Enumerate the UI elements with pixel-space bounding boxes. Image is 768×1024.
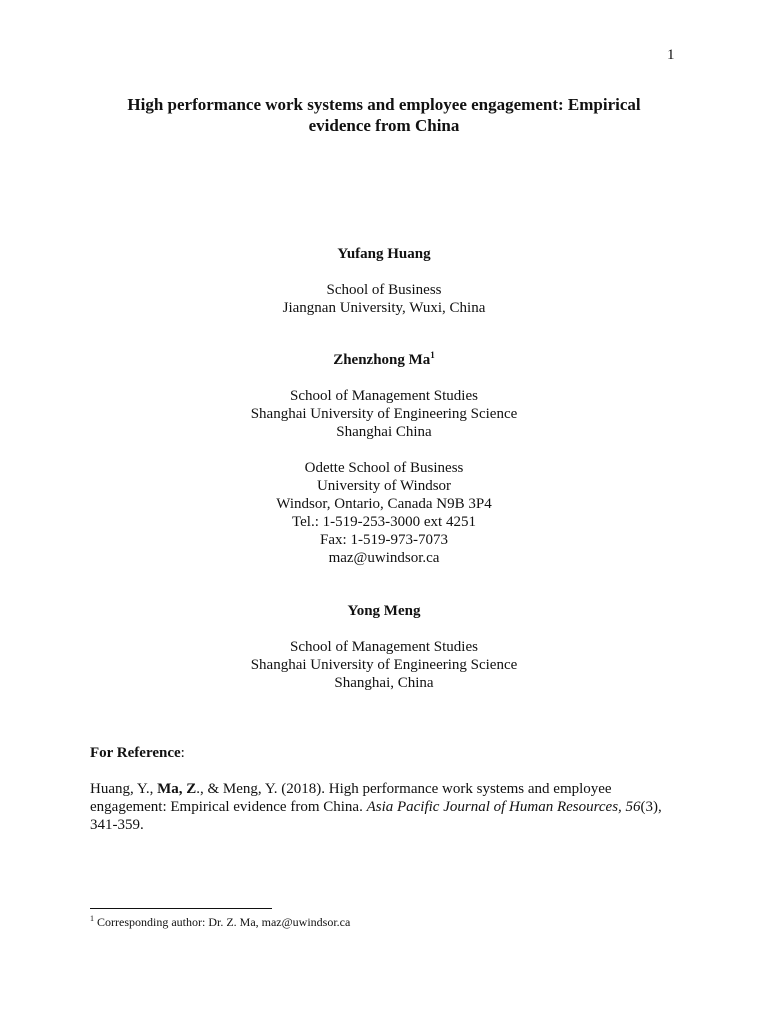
affiliation-line: Tel.: 1-519-253-3000 ext 4251 (292, 514, 476, 530)
citation-body: ., & Meng, Y. (2018). High performance work systems and employee engagement: Empirical evidence from China. (90, 781, 612, 815)
affiliation-line: School of Business (326, 282, 442, 298)
reference-heading (90, 744, 680, 762)
citation-authors-pre: Huang, Y., (90, 781, 158, 797)
affiliation-line: School of Management Studies (290, 639, 478, 655)
author-block-ma (0, 351, 768, 369)
citation-issue-pages: (3), 341-359. (90, 799, 662, 833)
affiliation-line: Shanghai University of Engineering Science (250, 657, 518, 673)
author-name: Yufang Huang (337, 246, 431, 262)
affiliation-line: Shanghai China (336, 424, 432, 440)
affiliation-line: Windsor, Ontario, Canada N9B 3P4 (276, 496, 492, 512)
footnote-text: Corresponding author: Dr. Z. Ma, maz@uwindsor.ca (94, 915, 351, 929)
footnote (90, 915, 350, 930)
footnote-mark: 1 (430, 350, 435, 360)
affiliation-line: Shanghai, China (334, 675, 434, 691)
affiliation-line: Jiangnan University, Wuxi, China (282, 300, 486, 316)
affiliation-line: Odette School of Business (304, 460, 464, 476)
author-name (0, 351, 768, 369)
affiliation-line: University of Windsor (316, 478, 452, 494)
affiliation-line: Fax: 1-519-973-7073 (320, 532, 448, 548)
email: maz@uwindsor.ca (328, 550, 440, 566)
page-number: 1 (667, 47, 675, 63)
author-block-meng (0, 602, 768, 620)
affiliation-ma-2 (0, 459, 768, 567)
affiliation-ma-1 (0, 387, 768, 441)
footnote-rule (90, 908, 272, 909)
author-name: Yong Meng (347, 603, 421, 619)
affiliation-huang-1 (0, 281, 768, 317)
paper-title: High performance work systems and employee engagement: Empirical evidence from China (127, 95, 641, 135)
reference-heading-colon: : (180, 745, 185, 761)
citation-journal: Asia Pacific Journal of Human Resources, 56 (366, 799, 641, 815)
reference-citation (90, 780, 680, 834)
citation-author-bold: Ma, Z (157, 781, 197, 797)
reference-heading-text: For Reference (90, 745, 181, 761)
footnote-mark: 1 (90, 914, 94, 923)
author-block-huang (0, 245, 768, 263)
affiliation-meng-1 (0, 638, 768, 692)
author-name-text: Zhenzhong Ma (333, 352, 431, 368)
affiliation-line: School of Management Studies (290, 388, 478, 404)
affiliation-line: Shanghai University of Engineering Science (250, 406, 518, 422)
